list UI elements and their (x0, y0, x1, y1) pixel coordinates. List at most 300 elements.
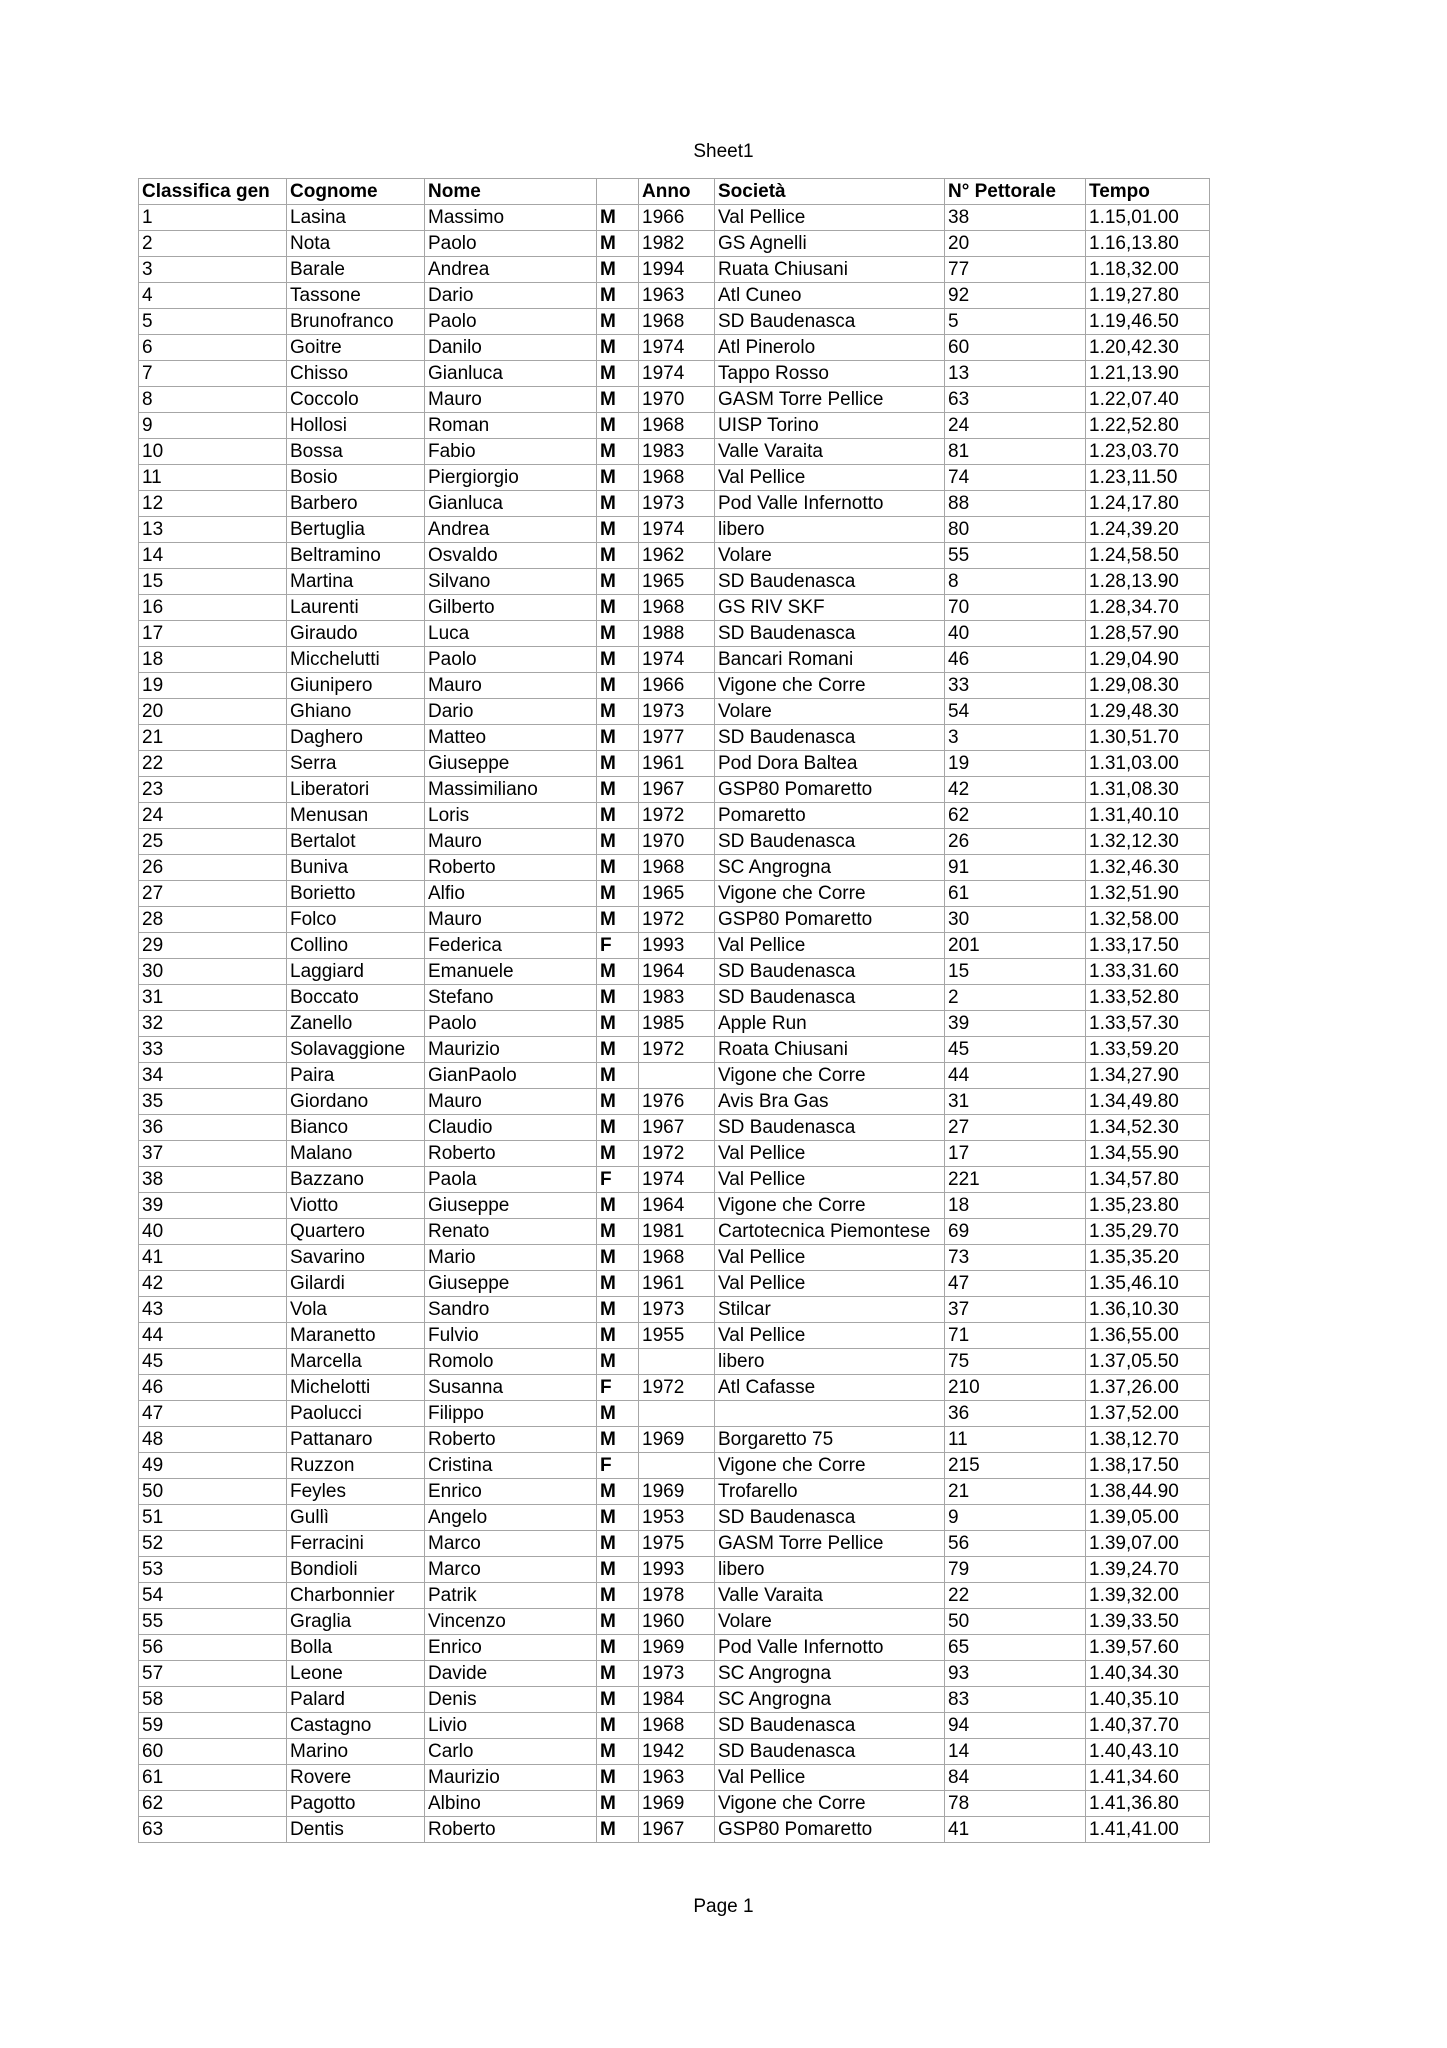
time-cell: 1.35,29.70 (1086, 1219, 1210, 1245)
club-cell: Vigone che Corre (715, 1063, 945, 1089)
table-row (139, 1635, 1210, 1661)
club-cell: GS RIV SKF (715, 595, 945, 621)
rank-cell: 49 (139, 1453, 287, 1479)
name-cell: Giuseppe (425, 751, 597, 777)
column-header-nome: Nome (425, 179, 597, 205)
time-cell: 1.20,42.30 (1086, 335, 1210, 361)
bib-cell: 81 (945, 439, 1086, 465)
rank-cell: 1 (139, 205, 287, 231)
year-cell: 1988 (639, 621, 715, 647)
name-cell: Romolo (425, 1349, 597, 1375)
year-cell: 1985 (639, 1011, 715, 1037)
sex-cell: F (597, 1167, 639, 1193)
surname-cell: Quartero (287, 1219, 425, 1245)
time-cell: 1.37,26.00 (1086, 1375, 1210, 1401)
rank-cell: 26 (139, 855, 287, 881)
rank-cell: 63 (139, 1817, 287, 1843)
table-row (139, 673, 1210, 699)
page-footer: Page 1 (693, 1896, 754, 1917)
time-cell: 1.31,03.00 (1086, 751, 1210, 777)
time-cell: 1.28,13.90 (1086, 569, 1210, 595)
name-cell: Cristina (425, 1453, 597, 1479)
year-cell: 1983 (639, 439, 715, 465)
club-cell: Tappo Rosso (715, 361, 945, 387)
surname-cell: Giunipero (287, 673, 425, 699)
table-row (139, 1089, 1210, 1115)
rank-cell: 29 (139, 933, 287, 959)
time-cell: 1.33,59.20 (1086, 1037, 1210, 1063)
year-cell (639, 1401, 715, 1427)
bib-cell: 11 (945, 1427, 1086, 1453)
time-cell: 1.32,51.90 (1086, 881, 1210, 907)
name-cell: Marco (425, 1531, 597, 1557)
time-cell: 1.24,58.50 (1086, 543, 1210, 569)
time-cell: 1.40,37.70 (1086, 1713, 1210, 1739)
surname-cell: Savarino (287, 1245, 425, 1271)
name-cell: Mauro (425, 829, 597, 855)
club-cell: Val Pellice (715, 1245, 945, 1271)
bib-cell: 91 (945, 855, 1086, 881)
surname-cell: Ghiano (287, 699, 425, 725)
time-cell: 1.29,48.30 (1086, 699, 1210, 725)
table-row (139, 413, 1210, 439)
bib-cell: 36 (945, 1401, 1086, 1427)
bib-cell: 14 (945, 1739, 1086, 1765)
bib-cell: 210 (945, 1375, 1086, 1401)
surname-cell: Daghero (287, 725, 425, 751)
year-cell: 1974 (639, 361, 715, 387)
club-cell: Vigone che Corre (715, 1193, 945, 1219)
sex-cell: M (597, 205, 639, 231)
time-cell: 1.41,41.00 (1086, 1817, 1210, 1843)
time-cell: 1.19,27.80 (1086, 283, 1210, 309)
rank-cell: 25 (139, 829, 287, 855)
name-cell: Gilberto (425, 595, 597, 621)
year-cell: 1967 (639, 1115, 715, 1141)
table-row (139, 803, 1210, 829)
rank-cell: 38 (139, 1167, 287, 1193)
year-cell: 1972 (639, 1141, 715, 1167)
surname-cell: Bertuglia (287, 517, 425, 543)
surname-cell: Martina (287, 569, 425, 595)
table-row (139, 777, 1210, 803)
table-row (139, 1193, 1210, 1219)
time-cell: 1.18,32.00 (1086, 257, 1210, 283)
surname-cell: Bosio (287, 465, 425, 491)
rank-cell: 45 (139, 1349, 287, 1375)
year-cell: 1964 (639, 1193, 715, 1219)
table-row (139, 1531, 1210, 1557)
club-cell: Bancari Romani (715, 647, 945, 673)
sex-cell: M (597, 1297, 639, 1323)
name-cell: Maurizio (425, 1037, 597, 1063)
bib-cell: 60 (945, 335, 1086, 361)
time-cell: 1.29,08.30 (1086, 673, 1210, 699)
club-cell: SD Baudenasca (715, 1739, 945, 1765)
time-cell: 1.35,23.80 (1086, 1193, 1210, 1219)
sex-cell: M (597, 881, 639, 907)
sex-cell: M (597, 1531, 639, 1557)
surname-cell: Paolucci (287, 1401, 425, 1427)
year-cell: 1972 (639, 1037, 715, 1063)
rank-cell: 27 (139, 881, 287, 907)
name-cell: Paola (425, 1167, 597, 1193)
name-cell: Alfio (425, 881, 597, 907)
sex-cell: M (597, 1089, 639, 1115)
surname-cell: Paira (287, 1063, 425, 1089)
club-cell: SD Baudenasca (715, 621, 945, 647)
time-cell: 1.29,04.90 (1086, 647, 1210, 673)
sex-cell: M (597, 907, 639, 933)
table-row (139, 907, 1210, 933)
surname-cell: Serra (287, 751, 425, 777)
rank-cell: 56 (139, 1635, 287, 1661)
rank-cell: 7 (139, 361, 287, 387)
table-row (139, 361, 1210, 387)
time-cell: 1.41,34.60 (1086, 1765, 1210, 1791)
name-cell: Silvano (425, 569, 597, 595)
bib-cell: 42 (945, 777, 1086, 803)
time-cell: 1.33,52.80 (1086, 985, 1210, 1011)
name-cell: Andrea (425, 257, 597, 283)
bib-cell: 13 (945, 361, 1086, 387)
sex-cell: M (597, 335, 639, 361)
name-cell: Denis (425, 1687, 597, 1713)
surname-cell: Michelotti (287, 1375, 425, 1401)
name-cell: Danilo (425, 335, 597, 361)
club-cell: Volare (715, 543, 945, 569)
table-row (139, 1141, 1210, 1167)
rank-cell: 32 (139, 1011, 287, 1037)
surname-cell: Liberatori (287, 777, 425, 803)
surname-cell: Charbonnier (287, 1583, 425, 1609)
table-row (139, 595, 1210, 621)
year-cell: 1977 (639, 725, 715, 751)
year-cell: 1955 (639, 1323, 715, 1349)
rank-cell: 61 (139, 1765, 287, 1791)
surname-cell: Rovere (287, 1765, 425, 1791)
bib-cell: 93 (945, 1661, 1086, 1687)
time-cell: 1.33,57.30 (1086, 1011, 1210, 1037)
rank-cell: 52 (139, 1531, 287, 1557)
table-row (139, 543, 1210, 569)
rank-cell: 34 (139, 1063, 287, 1089)
sex-cell: M (597, 1219, 639, 1245)
bib-cell: 50 (945, 1609, 1086, 1635)
bib-cell: 77 (945, 257, 1086, 283)
bib-cell: 65 (945, 1635, 1086, 1661)
surname-cell: Ferracini (287, 1531, 425, 1557)
rank-cell: 10 (139, 439, 287, 465)
table-row (139, 335, 1210, 361)
year-cell: 1973 (639, 491, 715, 517)
year-cell: 1968 (639, 413, 715, 439)
year-cell: 1966 (639, 673, 715, 699)
sex-cell: M (597, 673, 639, 699)
rank-cell: 30 (139, 959, 287, 985)
surname-cell: Maranetto (287, 1323, 425, 1349)
surname-cell: Borietto (287, 881, 425, 907)
name-cell: GianPaolo (425, 1063, 597, 1089)
time-cell: 1.36,55.00 (1086, 1323, 1210, 1349)
table-row (139, 699, 1210, 725)
sex-cell: M (597, 283, 639, 309)
bib-cell: 46 (945, 647, 1086, 673)
rank-cell: 44 (139, 1323, 287, 1349)
time-cell: 1.23,03.70 (1086, 439, 1210, 465)
column-header-anno: Anno (639, 179, 715, 205)
rank-cell: 28 (139, 907, 287, 933)
name-cell: Roman (425, 413, 597, 439)
name-cell: Gianluca (425, 361, 597, 387)
bib-cell: 47 (945, 1271, 1086, 1297)
surname-cell: Pagotto (287, 1791, 425, 1817)
table-row (139, 1245, 1210, 1271)
surname-cell: Laurenti (287, 595, 425, 621)
club-cell: libero (715, 1349, 945, 1375)
year-cell: 1976 (639, 1089, 715, 1115)
name-cell: Fabio (425, 439, 597, 465)
club-cell: SD Baudenasca (715, 1115, 945, 1141)
bib-cell: 17 (945, 1141, 1086, 1167)
surname-cell: Malano (287, 1141, 425, 1167)
rank-cell: 24 (139, 803, 287, 829)
surname-cell: Palard (287, 1687, 425, 1713)
year-cell: 1984 (639, 1687, 715, 1713)
club-cell: GASM Torre Pellice (715, 1531, 945, 1557)
club-cell: Pod Valle Infernotto (715, 491, 945, 517)
club-cell: SD Baudenasca (715, 309, 945, 335)
rank-cell: 23 (139, 777, 287, 803)
rank-cell: 17 (139, 621, 287, 647)
bib-cell: 215 (945, 1453, 1086, 1479)
club-cell: Valle Varaita (715, 1583, 945, 1609)
rank-cell: 46 (139, 1375, 287, 1401)
surname-cell: Ruzzon (287, 1453, 425, 1479)
sex-cell: M (597, 1765, 639, 1791)
name-cell: Mauro (425, 907, 597, 933)
table-row (139, 829, 1210, 855)
table-row (139, 1349, 1210, 1375)
bib-cell: 74 (945, 465, 1086, 491)
name-cell: Albino (425, 1791, 597, 1817)
table-row (139, 309, 1210, 335)
time-cell: 1.38,44.90 (1086, 1479, 1210, 1505)
club-cell: GSP80 Pomaretto (715, 1817, 945, 1843)
sex-cell: M (597, 1063, 639, 1089)
table-row (139, 855, 1210, 881)
rank-cell: 35 (139, 1089, 287, 1115)
year-cell: 1972 (639, 1375, 715, 1401)
rank-cell: 39 (139, 1193, 287, 1219)
year-cell: 1974 (639, 335, 715, 361)
club-cell: Vigone che Corre (715, 673, 945, 699)
time-cell: 1.40,43.10 (1086, 1739, 1210, 1765)
bib-cell: 71 (945, 1323, 1086, 1349)
bib-cell: 41 (945, 1817, 1086, 1843)
results-table (138, 178, 1210, 1843)
time-cell: 1.28,34.70 (1086, 595, 1210, 621)
time-cell: 1.34,27.90 (1086, 1063, 1210, 1089)
time-cell: 1.37,05.50 (1086, 1349, 1210, 1375)
table-row (139, 1505, 1210, 1531)
year-cell: 1973 (639, 699, 715, 725)
bib-cell: 54 (945, 699, 1086, 725)
surname-cell: Micchelutti (287, 647, 425, 673)
bib-cell: 20 (945, 231, 1086, 257)
time-cell: 1.34,52.30 (1086, 1115, 1210, 1141)
club-cell: Stilcar (715, 1297, 945, 1323)
year-cell: 1963 (639, 1765, 715, 1791)
rank-cell: 16 (139, 595, 287, 621)
table-row (139, 1323, 1210, 1349)
name-cell: Paolo (425, 1011, 597, 1037)
year-cell: 1966 (639, 205, 715, 231)
column-header-cognome: Cognome (287, 179, 425, 205)
table-row (139, 985, 1210, 1011)
time-cell: 1.15,01.00 (1086, 205, 1210, 231)
club-cell: Roata Chiusani (715, 1037, 945, 1063)
time-cell: 1.32,12.30 (1086, 829, 1210, 855)
bib-cell: 75 (945, 1349, 1086, 1375)
surname-cell: Bertalot (287, 829, 425, 855)
rank-cell: 50 (139, 1479, 287, 1505)
year-cell: 1973 (639, 1297, 715, 1323)
time-cell: 1.39,32.00 (1086, 1583, 1210, 1609)
club-cell: SD Baudenasca (715, 959, 945, 985)
name-cell: Livio (425, 1713, 597, 1739)
time-cell: 1.19,46.50 (1086, 309, 1210, 335)
bib-cell: 19 (945, 751, 1086, 777)
bib-cell: 69 (945, 1219, 1086, 1245)
bib-cell: 88 (945, 491, 1086, 517)
table-row (139, 1661, 1210, 1687)
rank-cell: 54 (139, 1583, 287, 1609)
rank-cell: 8 (139, 387, 287, 413)
rank-cell: 36 (139, 1115, 287, 1141)
club-cell: Val Pellice (715, 933, 945, 959)
surname-cell: Vola (287, 1297, 425, 1323)
name-cell: Davide (425, 1661, 597, 1687)
year-cell: 1963 (639, 283, 715, 309)
name-cell: Paolo (425, 309, 597, 335)
surname-cell: Beltramino (287, 543, 425, 569)
sex-cell: M (597, 1141, 639, 1167)
surname-cell: Viotto (287, 1193, 425, 1219)
club-cell: Val Pellice (715, 1765, 945, 1791)
year-cell: 1974 (639, 647, 715, 673)
surname-cell: Giraudo (287, 621, 425, 647)
sex-cell: M (597, 1037, 639, 1063)
year-cell: 1965 (639, 881, 715, 907)
sex-cell: M (597, 543, 639, 569)
name-cell: Federica (425, 933, 597, 959)
surname-cell: Bazzano (287, 1167, 425, 1193)
bib-cell: 18 (945, 1193, 1086, 1219)
name-cell: Dario (425, 283, 597, 309)
year-cell: 1978 (639, 1583, 715, 1609)
table-row (139, 725, 1210, 751)
bib-cell: 61 (945, 881, 1086, 907)
surname-cell: Giordano (287, 1089, 425, 1115)
club-cell: Borgaretto 75 (715, 1427, 945, 1453)
table-row (139, 1765, 1210, 1791)
table-row (139, 1115, 1210, 1141)
table-row (139, 231, 1210, 257)
bib-cell: 44 (945, 1063, 1086, 1089)
year-cell: 1965 (639, 569, 715, 595)
table-row (139, 1427, 1210, 1453)
sex-cell: M (597, 751, 639, 777)
year-cell: 1967 (639, 777, 715, 803)
club-cell (715, 1401, 945, 1427)
sex-cell: M (597, 491, 639, 517)
bib-cell: 2 (945, 985, 1086, 1011)
name-cell: Andrea (425, 517, 597, 543)
sex-cell: F (597, 1453, 639, 1479)
name-cell: Fulvio (425, 1323, 597, 1349)
rank-cell: 62 (139, 1791, 287, 1817)
year-cell: 1968 (639, 1713, 715, 1739)
club-cell: SC Angrogna (715, 1661, 945, 1687)
name-cell: Maurizio (425, 1765, 597, 1791)
sex-cell: M (597, 257, 639, 283)
name-cell: Enrico (425, 1635, 597, 1661)
bib-cell: 63 (945, 387, 1086, 413)
year-cell: 1961 (639, 751, 715, 777)
table-row (139, 1557, 1210, 1583)
club-cell: Atl Cuneo (715, 283, 945, 309)
sex-cell: M (597, 699, 639, 725)
bib-cell: 55 (945, 543, 1086, 569)
rank-cell: 48 (139, 1427, 287, 1453)
rank-cell: 55 (139, 1609, 287, 1635)
year-cell: 1969 (639, 1635, 715, 1661)
club-cell: Cartotecnica Piemontese (715, 1219, 945, 1245)
time-cell: 1.28,57.90 (1086, 621, 1210, 647)
table-row (139, 283, 1210, 309)
sex-cell: M (597, 855, 639, 881)
bib-cell: 221 (945, 1167, 1086, 1193)
rank-cell: 6 (139, 335, 287, 361)
sex-cell: M (597, 439, 639, 465)
time-cell: 1.38,12.70 (1086, 1427, 1210, 1453)
rank-cell: 5 (139, 309, 287, 335)
time-cell: 1.30,51.70 (1086, 725, 1210, 751)
sex-cell: M (597, 595, 639, 621)
sex-cell: M (597, 1245, 639, 1271)
table-row (139, 465, 1210, 491)
rank-cell: 22 (139, 751, 287, 777)
bib-cell: 83 (945, 1687, 1086, 1713)
name-cell: Osvaldo (425, 543, 597, 569)
table-row (139, 517, 1210, 543)
sex-cell: M (597, 1791, 639, 1817)
rank-cell: 60 (139, 1739, 287, 1765)
bib-cell: 22 (945, 1583, 1086, 1609)
bib-cell: 31 (945, 1089, 1086, 1115)
surname-cell: Pattanaro (287, 1427, 425, 1453)
year-cell: 1970 (639, 829, 715, 855)
club-cell: SC Angrogna (715, 1687, 945, 1713)
surname-cell: Laggiard (287, 959, 425, 985)
time-cell: 1.24,17.80 (1086, 491, 1210, 517)
surname-cell: Folco (287, 907, 425, 933)
year-cell: 1972 (639, 907, 715, 933)
bib-cell: 40 (945, 621, 1086, 647)
sex-cell: M (597, 517, 639, 543)
table-row (139, 205, 1210, 231)
